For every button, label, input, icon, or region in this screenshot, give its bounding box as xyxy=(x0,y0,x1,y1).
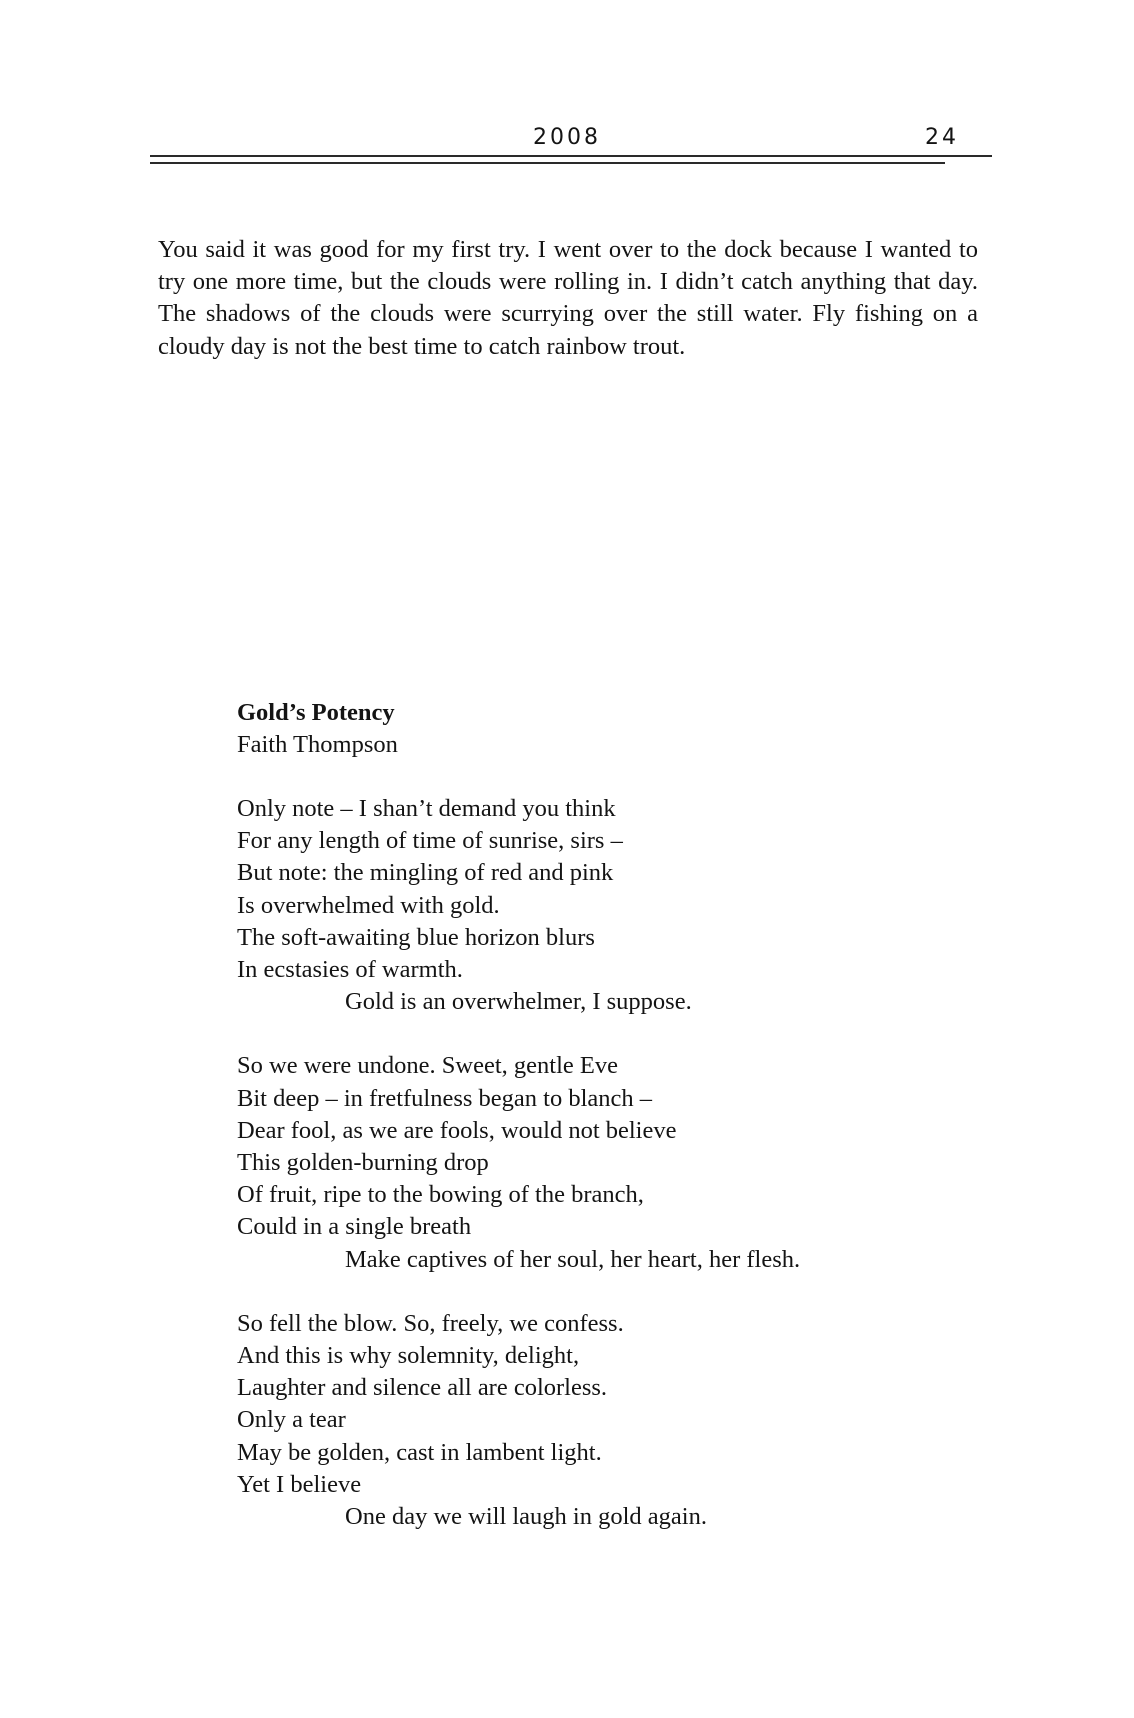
poem-line-indented: Gold is an overwhelmer, I suppose. xyxy=(345,988,692,1016)
poem-line: For any length of time of sunrise, sirs – xyxy=(237,827,623,855)
poem-line: Only a tear xyxy=(237,1406,346,1434)
poem-line: But note: the mingling of red and pink xyxy=(237,859,614,887)
poem xyxy=(237,697,997,1533)
poem-line: Of fruit, ripe to the bowing of the branch, xyxy=(237,1181,644,1209)
poem-line: Bit deep – in fretfulness began to blanch – xyxy=(237,1084,653,1112)
poem-line-indented: Make captives of her soul, her heart, her flesh. xyxy=(345,1245,801,1273)
poem-line: Only note – I shan’t demand you think xyxy=(237,795,616,822)
poem-line: So fell the blow. So, freely, we confess. xyxy=(237,1309,624,1337)
poem-line: In ecstasies of warmth. xyxy=(237,956,463,984)
poem-line: Yet I believe xyxy=(237,1470,362,1498)
poem-line: This golden-burning drop xyxy=(237,1149,489,1177)
poem-line: May be golden, cast in lambent light. xyxy=(237,1438,602,1466)
poem-line: Dear fool, as we are fools, would not believe xyxy=(237,1116,677,1144)
stanza-2 xyxy=(237,1050,997,1275)
header-year: 2008 xyxy=(533,125,601,150)
poem-line: The soft-awaiting blue horizon blurs xyxy=(237,923,595,951)
header-rule-top xyxy=(150,155,992,157)
poem-line: So we were undone. Sweet, gentle Eve xyxy=(237,1052,618,1080)
poem-line: Laughter and silence all are colorless. xyxy=(237,1374,608,1402)
prose-paragraph: You said it was good for my first try. I went over to the dock because I wanted to try one more time, but the clouds were rolling in. I didn’t catch anything that day. The shadows of the clouds were scurrying over the still water. Fly fishing on a cloudy day is not the best time to catch rainbow trout. xyxy=(158,236,978,360)
header-rule-bottom xyxy=(150,162,945,164)
poem-line: Is overwhelmed with gold. xyxy=(237,891,500,919)
poem-line: And this is why solemnity, delight, xyxy=(237,1342,580,1370)
poem-title: Gold’s Potency xyxy=(237,699,395,726)
page-number: 24 xyxy=(925,125,959,150)
poem-line: Could in a single breath xyxy=(237,1213,472,1241)
stanza-1 xyxy=(237,793,997,1018)
poem-line-indented: One day we will laugh in gold again. xyxy=(345,1503,707,1531)
stanza-3 xyxy=(237,1308,997,1533)
poem-author: Faith Thompson xyxy=(237,731,398,758)
